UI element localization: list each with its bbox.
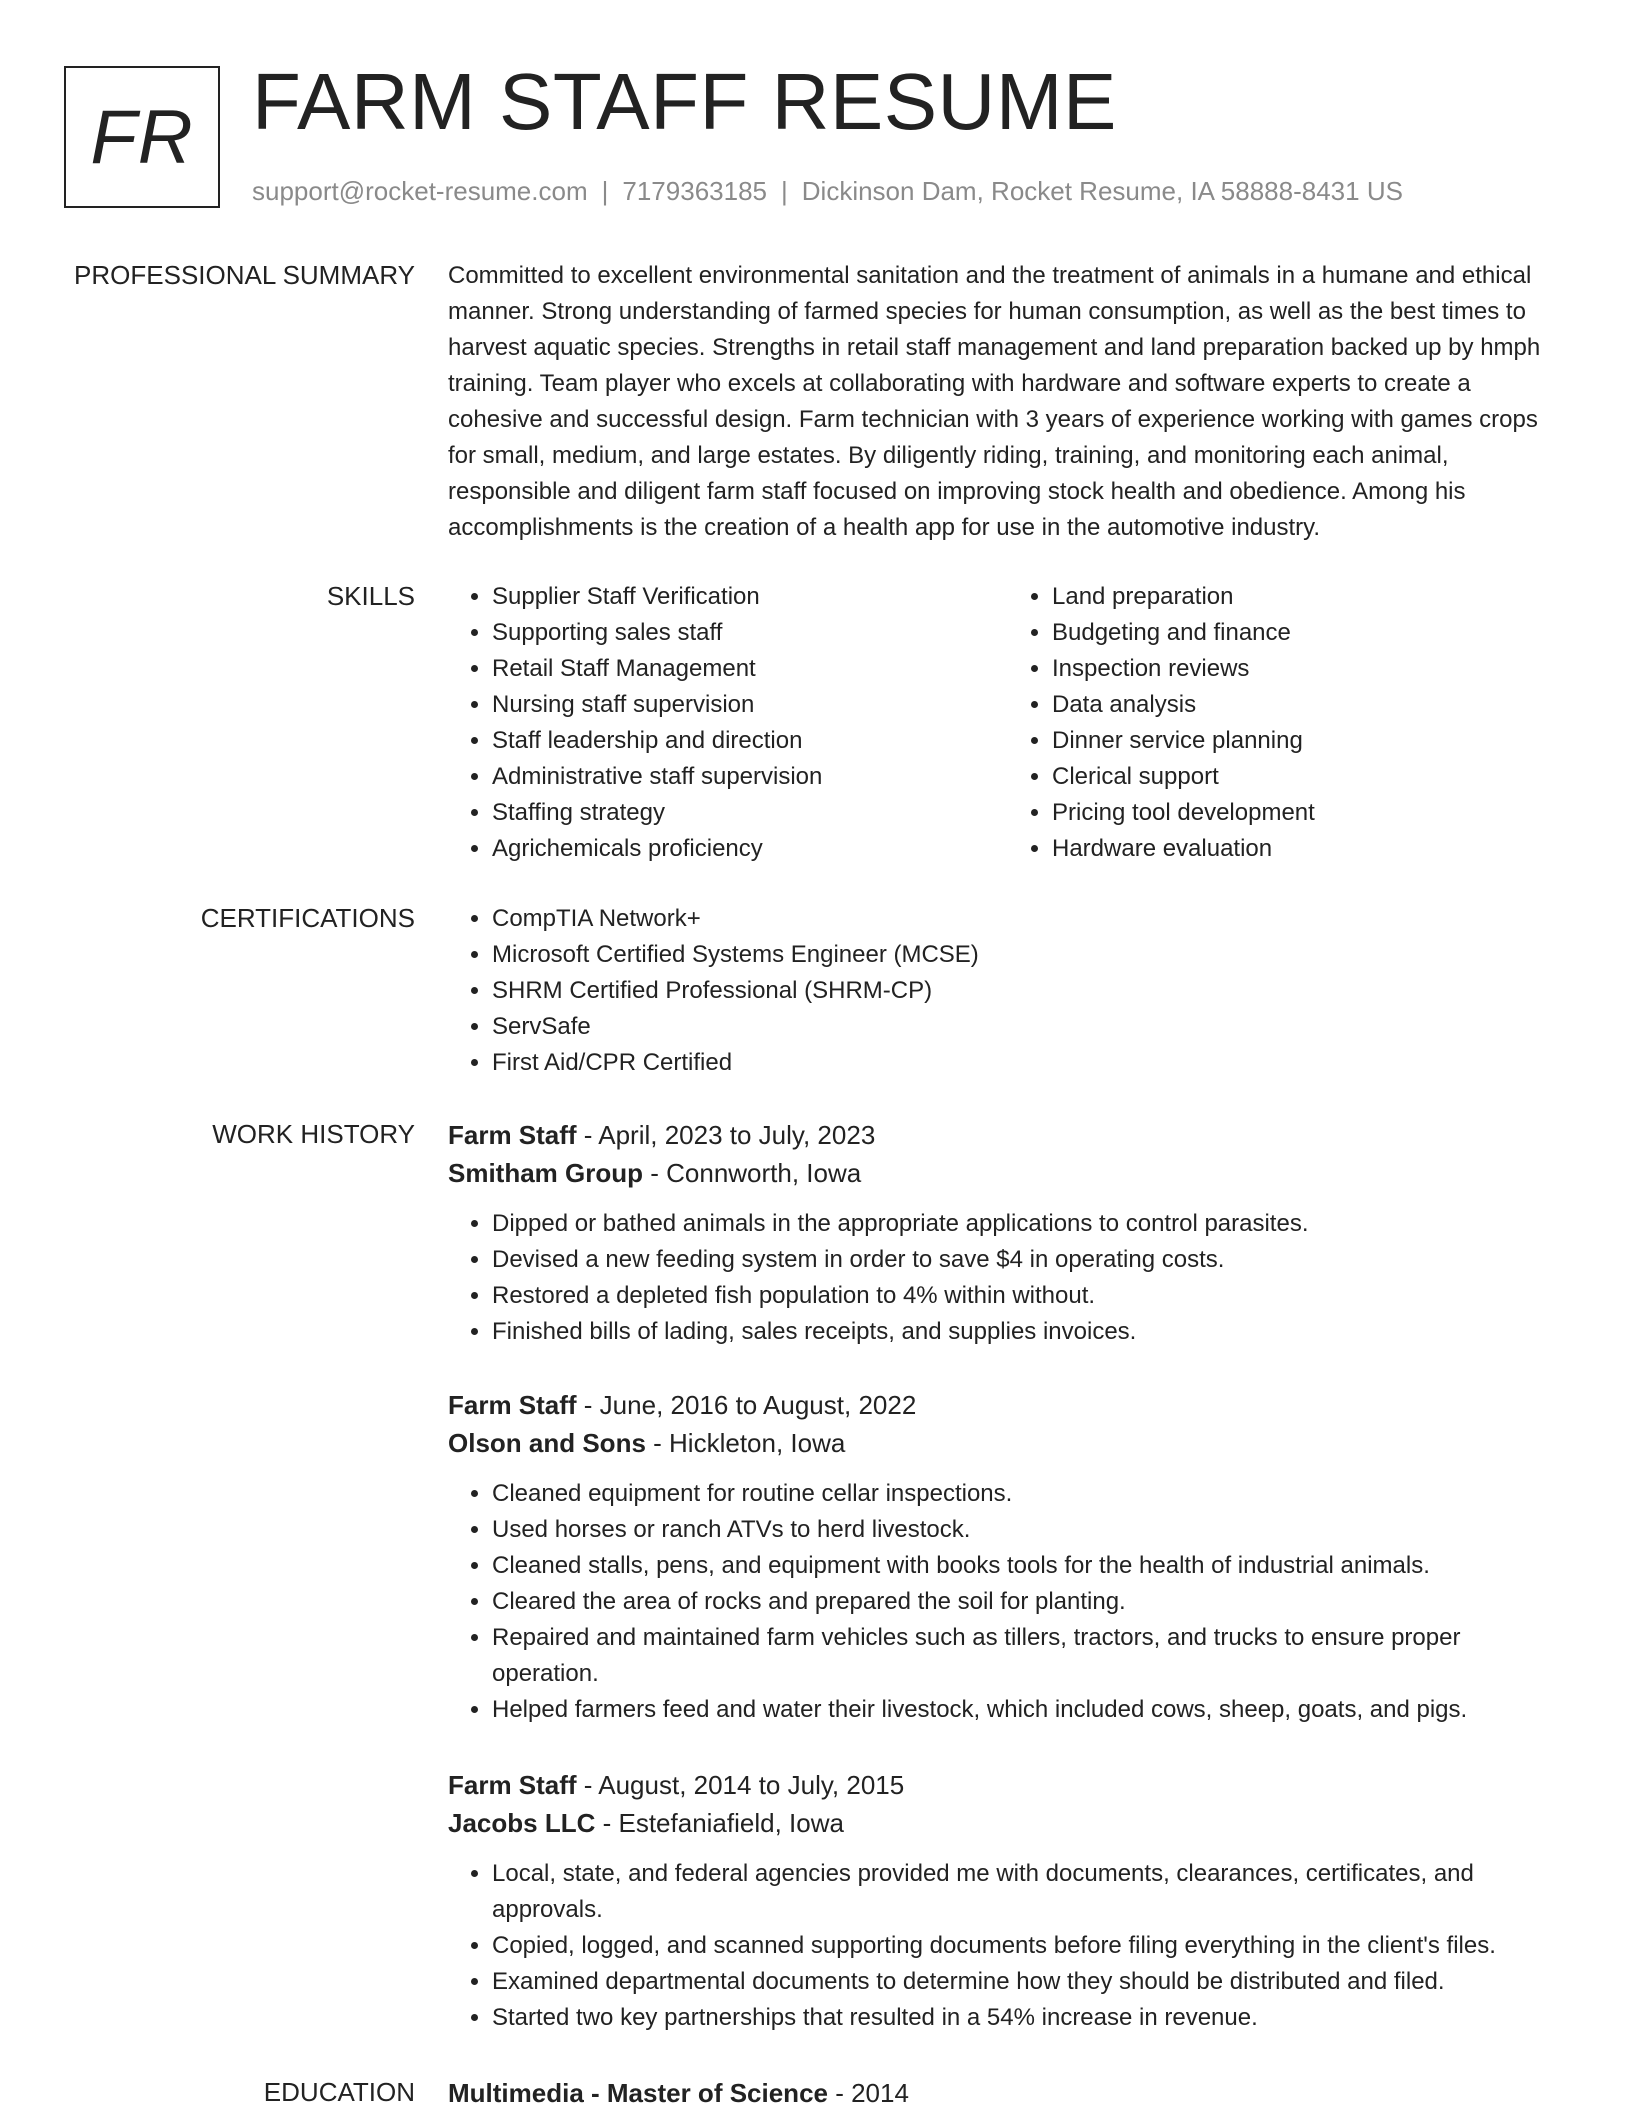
job-title-line (448, 1386, 1568, 1424)
skill-item: • Administrative staff supervision (492, 759, 1008, 795)
summary-text: Committed to excellent environmental sanitation and the treatment of animals in a humane and ethical manner. Strong understanding of farmed species for human consumption, as well as the best times to harvest aquatic species. Strengths in retail staff management and land preparation backed up by hmph training. Team player who excels at collaborating with hardware and software experts to create a cohesive and successful design. Farm technician with 3 years of experience working with games crops for small, medium, and large estates. By diligently riding, training, and monitoring each animal, responsible and diligent farm staff focused on improving stock health and obedience. Among his accomplishments is the creation of a health app for use in the automotive industry. (448, 262, 1541, 541)
skill-item: • Retail Staff Management (492, 651, 1008, 687)
certifications-section-label: CERTIFICATIONS (200, 903, 415, 933)
job-dates: - August, 2014 to July, 2015 (576, 1770, 905, 1800)
skill-item: • Supporting sales staff (492, 615, 1008, 651)
skills-list-left (448, 579, 1008, 867)
skill-item: • Land preparation (1052, 579, 1568, 615)
job-dates: - April, 2023 to July, 2023 (576, 1120, 876, 1150)
certification-item: • SHRM Certified Professional (SHRM-CP) (492, 973, 1568, 1009)
skills-section (448, 579, 1568, 867)
job-company-line (448, 1804, 1568, 1842)
skill-item: • Staffing strategy (492, 795, 1008, 831)
job-location: - Hickleton, Iowa (645, 1428, 846, 1458)
job-bullets (448, 1476, 1568, 1728)
skill-item: • Clerical support (1052, 759, 1568, 795)
job-bullet: • Cleaned equipment for routine cellar inspections. (492, 1476, 1568, 1512)
education-degree: Multimedia - Master of Science (448, 2078, 828, 2108)
job-dates: - June, 2016 to August, 2022 (576, 1390, 917, 1420)
contact-line (252, 174, 1403, 208)
job-title-line (448, 1766, 1568, 1804)
work-history-section-label: WORK HISTORY (212, 1119, 415, 1149)
job-entry (448, 1766, 1568, 2036)
certifications-list (448, 901, 1568, 1081)
contact-separator: | (601, 176, 609, 206)
skill-item: • Hardware evaluation (1052, 831, 1568, 867)
job-bullets (448, 1856, 1568, 2036)
job-bullet: • Local, state, and federal agencies provided me with documents, clearances, certificates, and approvals. (492, 1856, 1568, 1928)
job-company: Olson and Sons (448, 1428, 646, 1458)
job-title: Farm Staff (448, 1120, 577, 1150)
job-title: Farm Staff (448, 1770, 577, 1800)
skills-list-right (1008, 579, 1568, 867)
monogram-badge: FR (64, 66, 220, 208)
job-bullet: • Repaired and maintained farm vehicles such as tillers, tractors, and trucks to ensure proper operation. (492, 1620, 1568, 1692)
skill-item: • Inspection reviews (1052, 651, 1568, 687)
job-title: Farm Staff (448, 1390, 577, 1420)
job-company: Smitham Group (448, 1158, 644, 1188)
skill-item: • Dinner service planning (1052, 723, 1568, 759)
job-company: Jacobs LLC (448, 1808, 596, 1838)
certification-item: • CompTIA Network+ (492, 901, 1568, 937)
education-section-label: EDUCATION (263, 2077, 415, 2107)
education-year: - 2014 (827, 2078, 909, 2108)
contact-email: support@rocket-resume.com (252, 176, 588, 206)
job-bullet: • Examined departmental documents to determine how they should be distributed and filed. (492, 1964, 1568, 2000)
job-company-line (448, 1424, 1568, 1462)
job-title-line (448, 1116, 1568, 1154)
job-bullet: • Helped farmers feed and water their livestock, which included cows, sheep, goats, and pigs. (492, 1692, 1568, 1728)
skill-item: • Agrichemicals proficiency (492, 831, 1008, 867)
job-bullet: • Used horses or ranch ATVs to herd livestock. (492, 1512, 1568, 1548)
contact-separator: | (781, 176, 788, 206)
summary-section (448, 258, 1568, 546)
certification-item: • ServSafe (492, 1009, 1568, 1045)
skill-item: • Nursing staff supervision (492, 687, 1008, 723)
skill-item: • Staff leadership and direction (492, 723, 1008, 759)
certification-item: • Microsoft Certified Systems Engineer (MCSE) (492, 937, 1568, 973)
job-bullet: • Dipped or bathed animals in the appropriate applications to control parasites. (492, 1206, 1568, 1242)
skill-item: • Pricing tool development (1052, 795, 1568, 831)
skill-item: • Budgeting and finance (1052, 615, 1568, 651)
job-company-line (448, 1154, 1568, 1192)
contact-phone: 7179363185 (622, 176, 767, 206)
job-entry (448, 1116, 1568, 1350)
skills-grid (448, 579, 1568, 867)
certifications-section (448, 901, 1568, 1081)
skill-item: • Data analysis (1052, 687, 1568, 723)
summary-section-label: PROFESSIONAL SUMMARY (74, 260, 415, 290)
skills-section-label: SKILLS (326, 581, 415, 611)
job-bullet: • Copied, logged, and scanned supporting documents before filing everything in the client's files. (492, 1928, 1568, 1964)
certification-item: • First Aid/CPR Certified (492, 1045, 1568, 1081)
skill-item: • Supplier Staff Verification (492, 579, 1008, 615)
job-bullet: • Started two key partnerships that resulted in a 54% increase in revenue. (492, 2000, 1568, 2036)
education-section (448, 2074, 1568, 2112)
job-bullet: • Restored a depleted fish population to 4% within without. (492, 1278, 1568, 1314)
job-bullet: • Cleaned stalls, pens, and equipment with books tools for the health of industrial animals. (492, 1548, 1568, 1584)
job-location: - Estefaniafield, Iowa (595, 1808, 844, 1838)
job-location: - Connworth, Iowa (643, 1158, 862, 1188)
contact-address: Dickinson Dam, Rocket Resume, IA 58888-8431 US (801, 176, 1403, 206)
job-bullets (448, 1206, 1568, 1350)
job-bullet: • Devised a new feeding system in order to save $4 in operating costs. (492, 1242, 1568, 1278)
education-line (448, 2074, 1568, 2112)
job-bullet: • Cleared the area of rocks and prepared the soil for planting. (492, 1584, 1568, 1620)
resume-title: FARM STAFF RESUME (252, 57, 1117, 146)
job-bullet: • Finished bills of lading, sales receipts, and supplies invoices. (492, 1314, 1568, 1350)
job-entry (448, 1386, 1568, 1728)
